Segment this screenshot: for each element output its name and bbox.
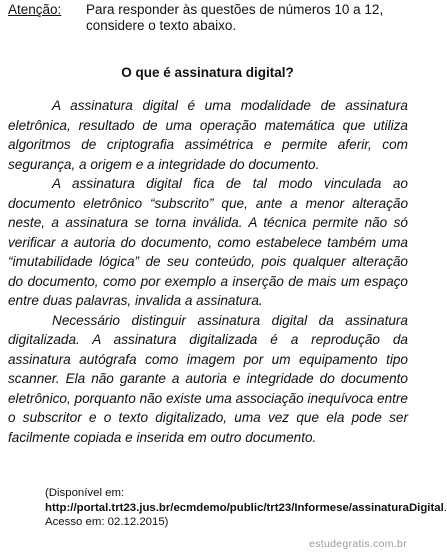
paragraph-1: A assinatura digital é uma modalidade de assinatura eletrônica, resultado de uma operação matemática que utiliza algoritmos de criptografia assimétrica e permite aferir, com segurança, a origem e a integridade do documento. [8, 98, 408, 172]
instruction-text: Para responder às questões de números 10 a 12, considere o texto abaixo. [86, 2, 384, 33]
source-url: http://portal.trt23.jus.br/ecmdemo/public/trt23/Informese/assinaturaDigital [45, 501, 444, 514]
source-prefix: (Disponível em: [45, 487, 125, 499]
site-watermark: estudegratis.com.br [309, 538, 407, 550]
paragraph-2: A assinatura digital fica de tal modo vinculada ao documento eletrônico “subscrito” que, ante a menor alteração neste, a assinatura se torna inválida. A técnica permite não só verificar a autoria do documento, como estabelece também uma “imutabilidade lógica” de seu conteúdo, pois qualquer alteração do documento, como por exemplo a inserção de mais um espaço entre duas palavras, invalida a assinatura. [8, 176, 408, 308]
source-citation [45, 486, 447, 530]
paragraph-3: Necessário distinguir assinatura digital da assinatura digitalizada. A assinatura digitalizada é a reprodução da assinatura autógrafa como imagem por um equipamento tipo scanner. Ela não garante a autoria e integridade do documento eletrônico, porquanto não existe uma associação inequívoca entre o subscritor e o texto digitalizado, uma vez que ela pode ser facilmente copiada e inserida em outro documento. [8, 312, 408, 445]
attention-label: Atenção: [8, 2, 62, 17]
source-suffix: . Acesso em: 02.12.2015) [45, 501, 447, 528]
text-title: O que é assinatura digital? [121, 65, 294, 80]
text-body [8, 96, 408, 447]
